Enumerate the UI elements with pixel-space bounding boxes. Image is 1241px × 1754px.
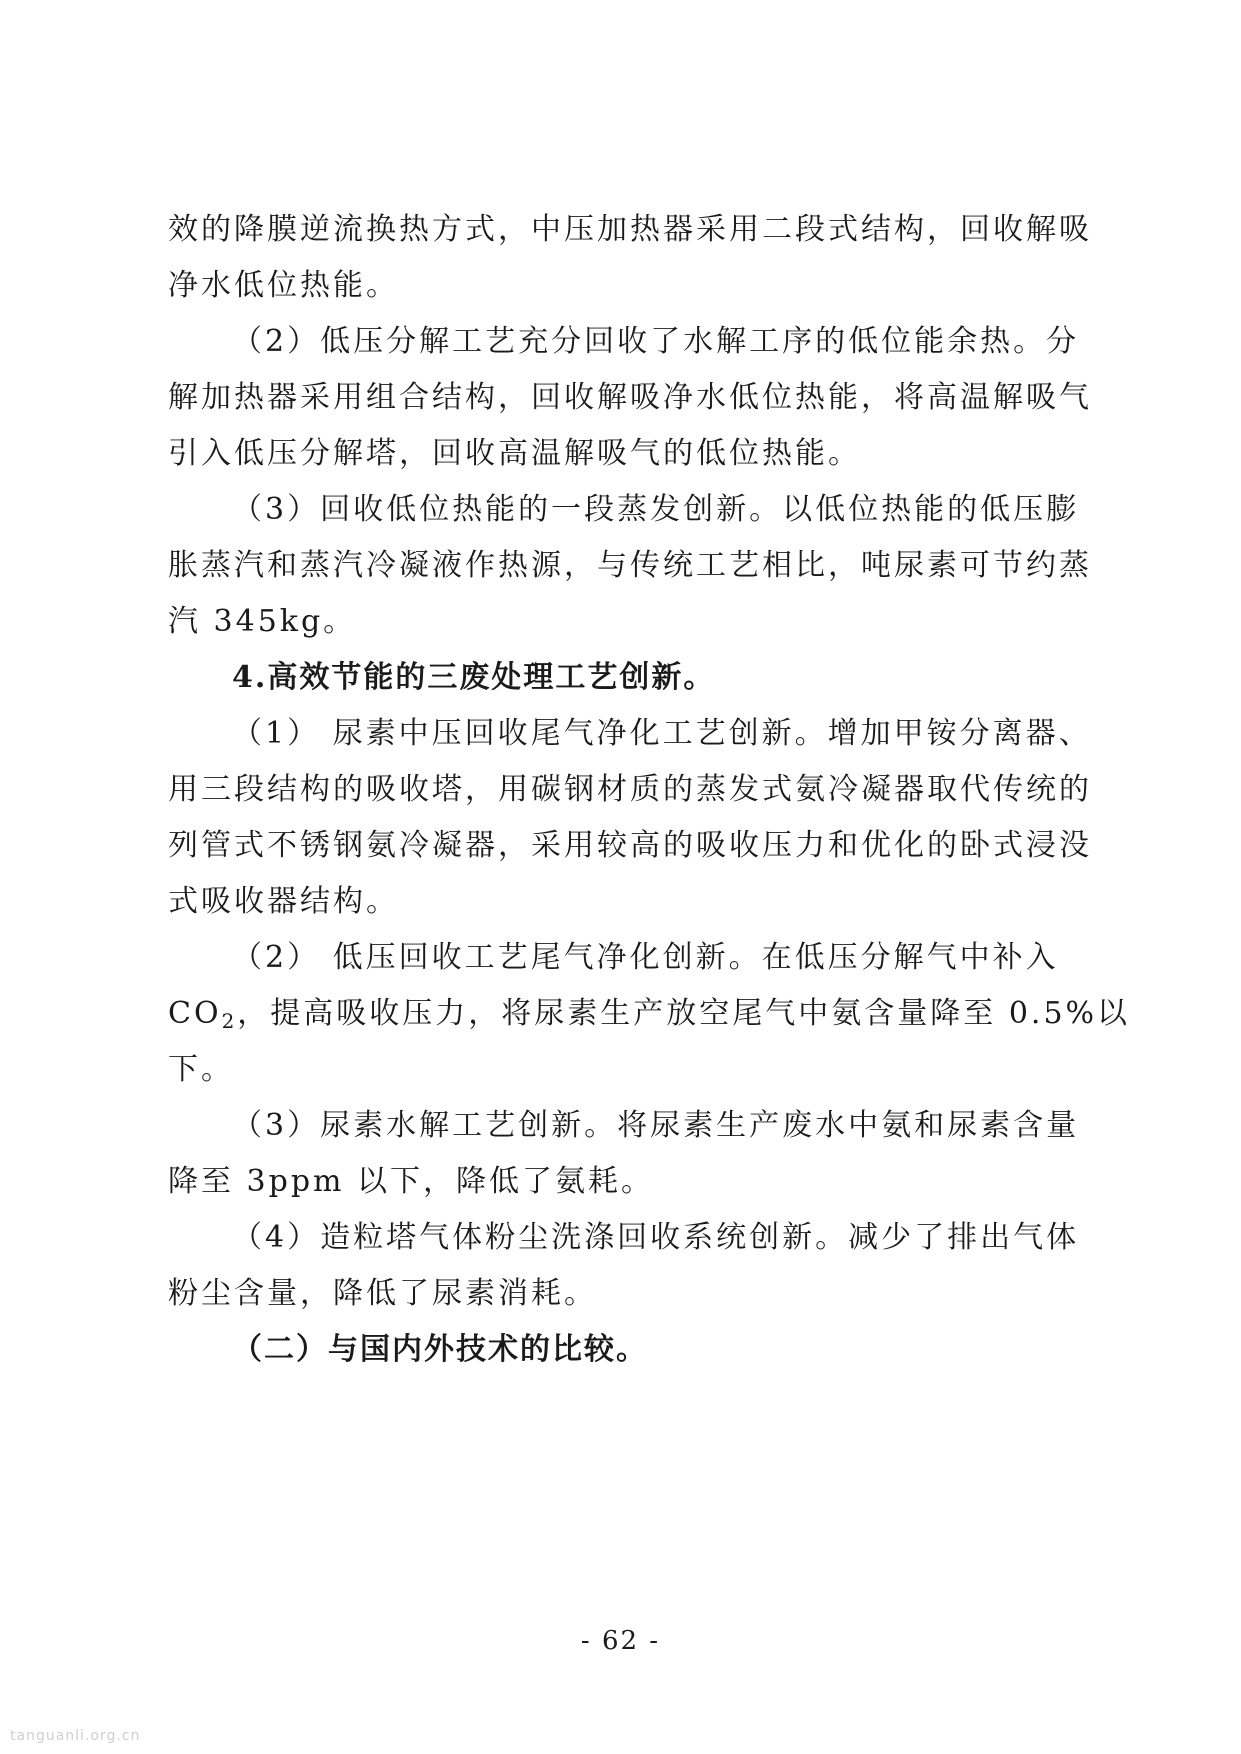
paragraph-line-co2: $CO_2$，提高吸收压力，将尿素生产放空尾气中氨含量降至 0.5%以 <box>168 996 1131 1033</box>
paragraph-line: （2） 低压回收工艺尾气净化创新。在低压分解气中补入 <box>232 940 1059 975</box>
section-heading: 4.高效节能的三废处理工艺创新。 <box>232 660 716 695</box>
paragraph-line: （3）回收低位热能的一段蒸发创新。以低位热能的低压膨 <box>232 492 1080 527</box>
paragraph-line: 汽 345kg。 <box>168 604 357 639</box>
subsection-heading: （二）与国内外技术的比较。 <box>232 1332 648 1367</box>
paragraph-line: 效的降膜逆流换热方式，中压加热器采用二段式结构，回收解吸 <box>168 212 1092 247</box>
paragraph-line: 粉尘含量，降低了尿素消耗。 <box>168 1276 597 1311</box>
paragraph-line: （1） 尿素中压回收尾气净化工艺创新。增加甲铵分离器、 <box>232 716 1092 751</box>
paragraph-line: 列管式不锈钢氨冷凝器，采用较高的吸收压力和优化的卧式浸没 <box>168 828 1092 863</box>
paragraph-line: 式吸收器结构。 <box>168 884 399 919</box>
co2-symbol: $CO_2$ <box>168 996 238 1033</box>
paragraph-line: 净水低位热能。 <box>168 268 399 303</box>
paragraph-line: 解加热器采用组合结构，回收解吸净水低位热能，将高温解吸气 <box>168 380 1092 415</box>
paragraph-line: （3）尿素水解工艺创新。将尿素生产废水中氨和尿素含量 <box>232 1108 1080 1143</box>
paragraph-line: 胀蒸汽和蒸汽冷凝液作热源，与传统工艺相比，吨尿素可节约蒸 <box>168 548 1092 583</box>
paragraph-line: 引入低压分解塔，回收高温解吸气的低位热能。 <box>168 436 861 471</box>
watermark-text: tanguanli.org.cn <box>10 1728 141 1744</box>
paragraph-line: （4）造粒塔气体粉尘洗涤回收系统创新。减少了排出气体 <box>232 1220 1080 1255</box>
paragraph-line: 用三段结构的吸收塔，用碳钢材质的蒸发式氨冷凝器取代传统的 <box>168 772 1092 807</box>
paragraph-line: （2）低压分解工艺充分回收了水解工序的低位能余热。分 <box>232 324 1080 359</box>
paragraph-line: 降至 3ppm 以下，降低了氨耗。 <box>168 1164 655 1199</box>
paragraph-line: 下。 <box>168 1052 234 1087</box>
page-number: - 62 - <box>580 1626 661 1656</box>
